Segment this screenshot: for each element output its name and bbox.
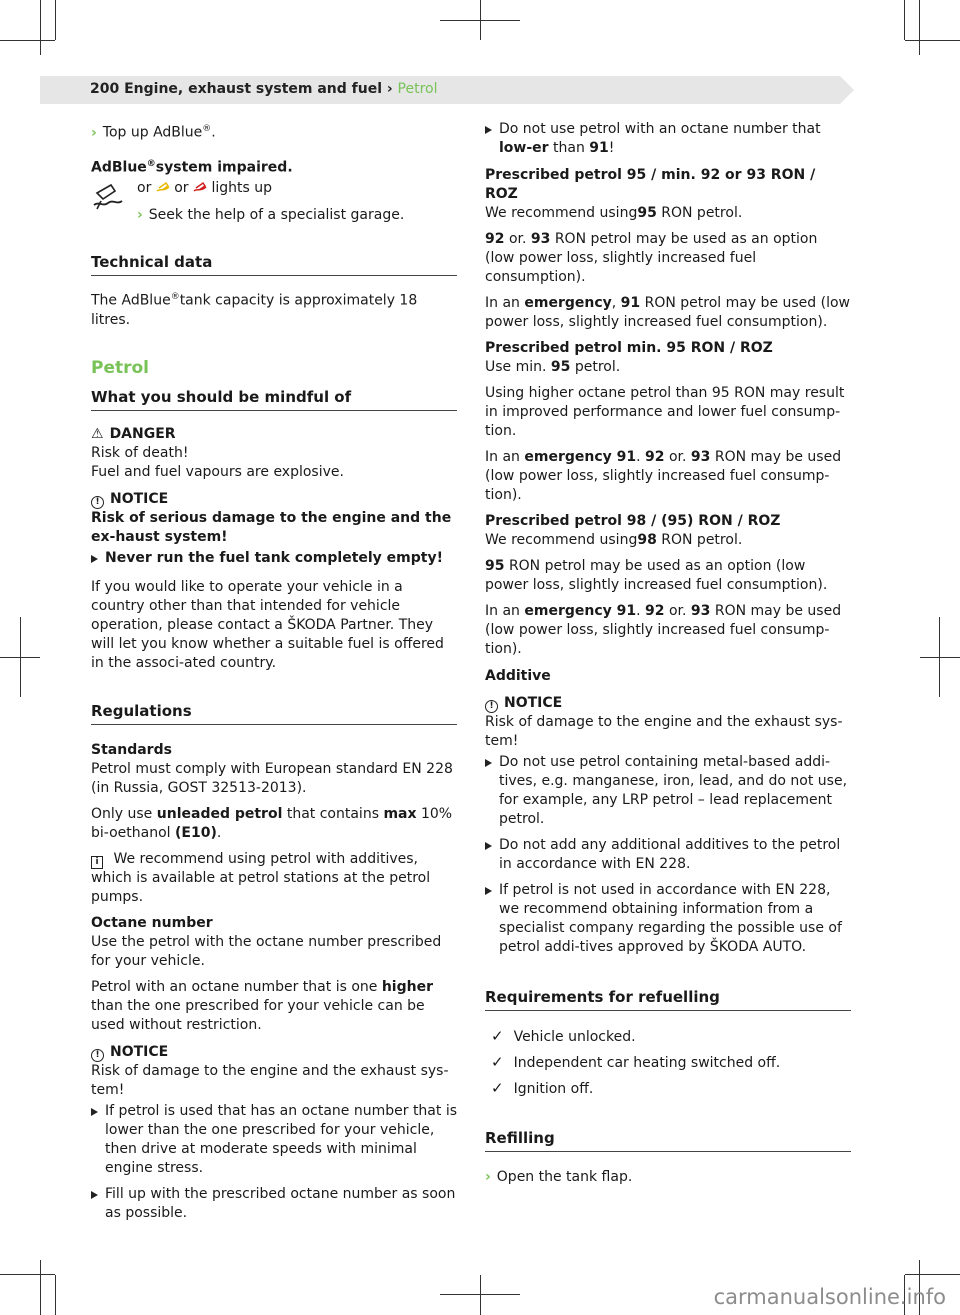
requirement-item: ✓ Vehicle unlocked. <box>491 1027 636 1045</box>
bullet-triangle-icon <box>91 1191 98 1199</box>
watermark: carmanualsonline.info <box>713 1285 946 1309</box>
step-arrow-icon: › <box>91 124 97 141</box>
step-open-flap: › Open the tank flap. <box>485 1169 633 1185</box>
additive-title: Additive <box>485 668 551 684</box>
checkmark-icon: ✓ <box>491 1053 504 1071</box>
danger-title: ⚠ DANGER <box>91 425 176 442</box>
step-top-up: › Top up AdBlue®. <box>91 124 216 141</box>
adblue-warning-row: or or lights up › Seek the help of a specialist garage. <box>91 179 457 225</box>
recommend-text: i We recommend using petrol with additives, which is available at petrol stations at the petrol pumps. <box>91 850 431 905</box>
p98-option-text: 95 RON petrol may be used as an option (low power loss, slightly increased fuel consumption). <box>485 558 828 593</box>
bullet-triangle-icon <box>91 1108 98 1116</box>
tank-capacity-text: The AdBlue®tank capacity is approximately 18 litres. <box>91 292 418 328</box>
crop-mark <box>20 617 21 697</box>
danger-line-1: Risk of death! <box>91 444 189 461</box>
bullet-triangle-icon <box>485 126 492 134</box>
notice-bullet: Fill up with the prescribed octane number as soon as possible. <box>91 1185 457 1223</box>
step-arrow-icon: › <box>485 1169 491 1185</box>
requirement-item: ✓ Independent car heating switched off. <box>491 1053 781 1071</box>
p95-title: Prescribed petrol 95 / min. 92 or 93 RON / ROZ <box>485 167 816 202</box>
min95-title: Prescribed petrol min. 95 RON / ROZ <box>485 340 773 356</box>
notice-text: Risk of damage to the engine and the exhaust sys-tem! <box>485 714 843 749</box>
crop-mark <box>905 1274 960 1275</box>
notice-title: ! NOTICE <box>91 490 457 509</box>
adblue-warning-lamp-icon <box>91 179 125 213</box>
bullet-triangle-icon <box>485 759 492 767</box>
standards-text: Petrol must comply with European standard EN 228 (in Russia, GOST 32513-2013). <box>91 760 453 796</box>
octane-text: Use the petrol with the octane number prescribed for your vehicle. <box>91 933 442 969</box>
section-heading-mindful: What you should be mindful of <box>91 388 457 411</box>
step-arrow-icon: › <box>137 207 143 224</box>
notice-bullet: Do not add any additional additives to the petrol in accordance with EN 228. <box>485 836 851 874</box>
step-seek-help: › Seek the help of a specialist garage. <box>137 207 405 224</box>
notice-text: Risk of damage to the engine and the exhaust sys-tem! <box>91 1062 449 1098</box>
danger-line-2: Fuel and fuel vapours are explosive. <box>91 463 344 480</box>
higher-text: Petrol with an octane number that is one higher than the one prescribed for your vehicle can be used without restriction. <box>91 978 433 1033</box>
crop-mark <box>904 0 905 40</box>
notice-icon: ! <box>91 1049 104 1062</box>
crop-mark <box>40 0 41 55</box>
crop-mark <box>480 1275 481 1315</box>
chapter-heading-petrol: Petrol <box>91 357 150 378</box>
country-text: If you would like to operate your vehicle in a country other than that intended for vehicle operation, please contact a ŠKODA Partner. They will let you know whether a suitable fuel is offered in the associ-ated country. <box>91 578 444 671</box>
right-column <box>485 120 851 1194</box>
section-heading-technical-data: Technical data <box>91 253 457 276</box>
octane-title: Octane number <box>91 914 213 931</box>
info-icon: i <box>91 856 103 869</box>
notice-bullet: If petrol is used that has an octane number that is lower than the one prescribed for your vehicle, then drive at moderate speeds with minimal engine stress. <box>91 1102 457 1178</box>
section-heading-refilling: Refilling <box>485 1129 851 1152</box>
crop-mark <box>0 40 55 41</box>
breadcrumb-current: Petrol <box>397 81 438 97</box>
page-header <box>90 81 438 97</box>
p95-text: We recommend using95 RON petrol. <box>485 205 743 221</box>
notice-icon: ! <box>485 700 498 713</box>
notice-bullet: Do not use petrol containing metal-based addi-tives, e.g. manganese, iron, lead, and do not use, for example, any LRP petrol – lead replacement petrol. <box>485 753 851 829</box>
crop-mark <box>480 0 481 40</box>
p98-text: We recommend using98 RON petrol. <box>485 532 743 548</box>
p95-option-text: 92 or. 93 RON petrol may be used as an option (low power loss, slightly increased fuel consumption). <box>485 231 818 285</box>
breadcrumb[interactable]: Engine, exhaust system and fuel › <box>124 81 393 97</box>
adblue-impaired-title: AdBlue®system impaired. <box>91 158 293 176</box>
crop-mark <box>939 617 940 697</box>
notice-title: ! NOTICE <box>91 1043 457 1062</box>
warning-triangle-icon: ⚠ <box>91 425 104 442</box>
standards-title: Standards <box>91 741 172 758</box>
min95-text: Use min. 95 petrol. <box>485 359 621 375</box>
crop-mark <box>905 40 960 41</box>
section-heading-requirements: Requirements for refuelling <box>485 988 851 1011</box>
bullet-triangle-icon <box>91 555 98 563</box>
section-heading-regulations: Regulations <box>91 702 457 725</box>
crop-mark <box>920 657 960 658</box>
crop-mark <box>55 0 56 40</box>
notice-icon: ! <box>91 496 104 509</box>
crop-mark <box>0 1274 55 1275</box>
notice-bullet: If petrol is not used in accordance with EN 228, we recommend obtaining information from a specialist company regarding the possible use of petrol addi-tives approved by ŠKODA AUTO. <box>485 881 851 957</box>
emergency-text-2: In an emergency 91. 92 or. 93 RON may be used (low power loss, slightly increased fuel consump-tion). <box>485 449 842 503</box>
notice-bullet: Never run the fuel tank completely empty! <box>91 549 457 568</box>
only-use-text: Only use unleaded petrol that contains max 10% bi-oethanol (E10). <box>91 805 453 841</box>
emergency-text-3: In an emergency 91. 92 or. 93 RON may be used (low power loss, slightly increased fuel consump-tion). <box>485 603 842 657</box>
adblue-yellow-lamp-icon <box>156 181 170 193</box>
notice-title: ! NOTICE <box>485 694 851 713</box>
checkmark-icon: ✓ <box>491 1079 504 1097</box>
emergency-text-1: In an emergency, 91 RON petrol may be used (low power loss, slightly increased fuel consumption). <box>485 295 850 330</box>
page-number: 200 <box>90 81 120 97</box>
notice-text: Risk of serious damage to the engine and the ex-haust system! <box>91 509 452 545</box>
notice-bullet: Do not use petrol with an octane number that low-er than 91! <box>485 120 851 158</box>
crop-mark <box>55 1275 56 1315</box>
higher-octane-text: Using higher octane petrol than 95 RON may result in improved performance and lower fuel consump-tion. <box>485 385 845 439</box>
bullet-triangle-icon <box>485 842 492 850</box>
crop-mark <box>919 0 920 55</box>
adblue-red-lamp-icon <box>193 181 207 193</box>
crop-mark <box>40 1260 41 1315</box>
p98-title: Prescribed petrol 98 / (95) RON / ROZ <box>485 513 781 529</box>
checkmark-icon: ✓ <box>491 1027 504 1045</box>
bullet-triangle-icon <box>485 887 492 895</box>
requirement-item: ✓ Ignition off. <box>491 1079 594 1097</box>
left-column <box>91 120 457 1230</box>
